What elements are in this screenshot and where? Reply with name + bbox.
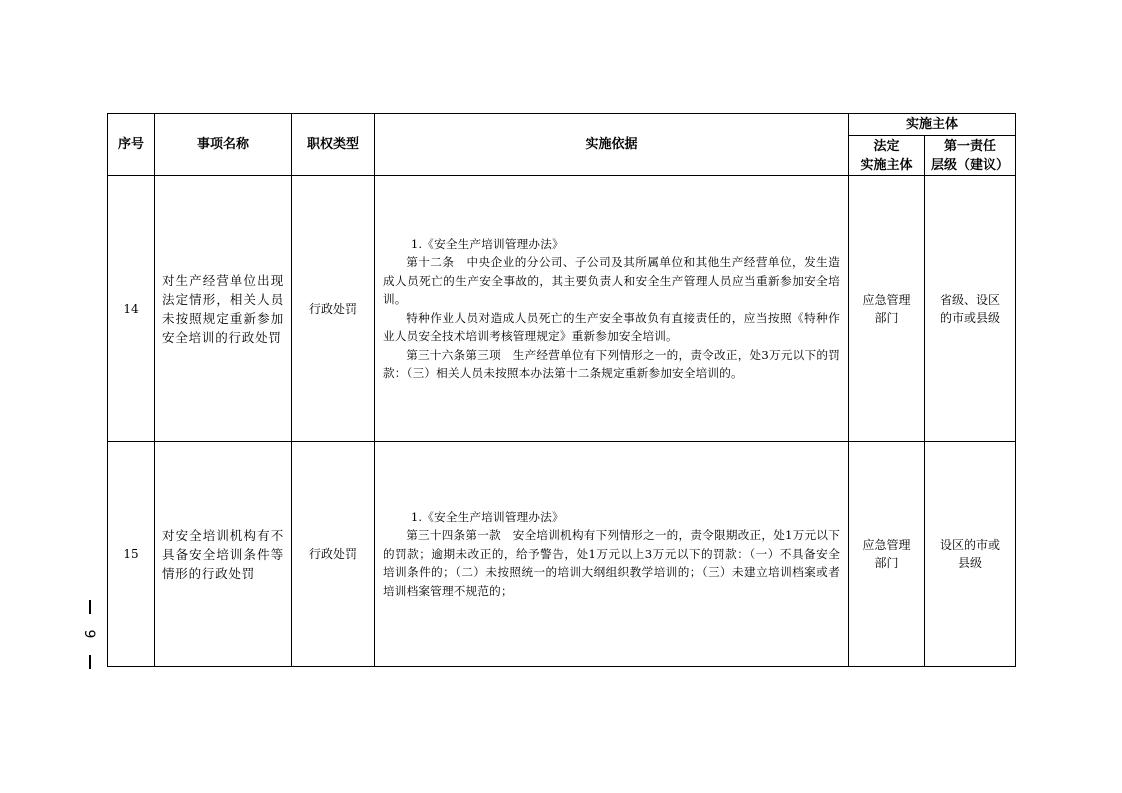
header-item-name: 事项名称	[155, 114, 292, 176]
page-number: 9	[81, 629, 97, 639]
page-number-dash-top	[89, 600, 91, 614]
header-subject: 实施主体	[849, 114, 1016, 136]
row-seq: 15	[108, 442, 155, 667]
row-power-type: 行政处罚	[292, 176, 375, 442]
row-item-name: 对安全培训机构有不具备安全培训条件等情形的行政处罚	[155, 442, 292, 667]
level-line1: 省级、设区	[940, 292, 1001, 307]
table-row	[108, 176, 1016, 442]
enforcement-items-table	[107, 113, 1016, 667]
legal-subject-line2: 部门	[874, 556, 899, 570]
basis-paragraph: 特种作业人员对造成人员死亡的生产安全事故负有直接责任的，应当按照《特种作业人员安全技术培训考核管理规定》重新参加安全培训。	[383, 310, 840, 343]
basis-paragraph: 1.《安全生产培训管理办法》	[410, 509, 564, 524]
header-legal-subject	[849, 136, 925, 176]
level-line2: 的市或县级	[940, 310, 1001, 325]
basis-paragraph: 第十二条 中央企业的分公司、子公司及其所属单位和其他生产经营单位，发生造成人员死亡的生产安全事故的，其主要负责人和安全生产管理人员应当重新参加安全培训。	[383, 255, 840, 306]
page-number-dash-bottom	[89, 655, 91, 669]
header-seq: 序号	[108, 114, 155, 176]
header-first-line1: 第一责任	[944, 138, 997, 154]
row-responsibility-level	[925, 442, 1016, 667]
row-item-name: 对生产经营单位出现法定情形，相关人员未按照规定重新参加安全培训的行政处罚	[155, 176, 292, 442]
legal-subject-line1: 应急管理	[862, 292, 911, 307]
row-responsibility-level	[925, 176, 1016, 442]
header-first-line2: 层级（建议）	[931, 157, 1010, 173]
basis-paragraph: 1.《安全生产培训管理办法》	[410, 236, 564, 251]
header-basis: 实施依据	[375, 114, 849, 176]
header-legal-line1: 法定	[873, 138, 900, 154]
header-first-responsibility	[925, 136, 1016, 176]
level-line2: 县级	[958, 556, 983, 570]
header-row-top	[108, 114, 1016, 136]
basis-paragraph: 第三十四条第一款 安全培训机构有下列情形之一的，责令限期改正，处1万元以下的罚款；逾期未改正的，给予警告，处1万元以上3万元以下的罚款：（一）不具备安全培训条件的；（二）未按照统一的培训大纲组织教学培训的；（三）未建立培训档案或者培训档案管理不规范的；	[383, 528, 840, 598]
table-row	[108, 442, 1016, 667]
basis-paragraph: 第三十六条第三项 生产经营单位有下列情形之一的，责令改正，处3万元以下的罚款：（三）相关人员未按照本办法第十二条规定重新参加安全培训的。	[383, 347, 840, 380]
row-basis	[375, 442, 849, 667]
row-basis	[375, 176, 849, 442]
row-power-type: 行政处罚	[292, 442, 375, 667]
header-power-type: 职权类型	[292, 114, 375, 176]
header-legal-line2: 实施主体	[860, 157, 913, 173]
legal-subject-line1: 应急管理	[862, 538, 911, 552]
row-legal-subject	[849, 176, 925, 442]
level-line1: 设区的市或	[940, 538, 1001, 552]
legal-subject-line2: 部门	[874, 310, 899, 325]
row-seq: 14	[108, 176, 155, 442]
row-legal-subject	[849, 442, 925, 667]
